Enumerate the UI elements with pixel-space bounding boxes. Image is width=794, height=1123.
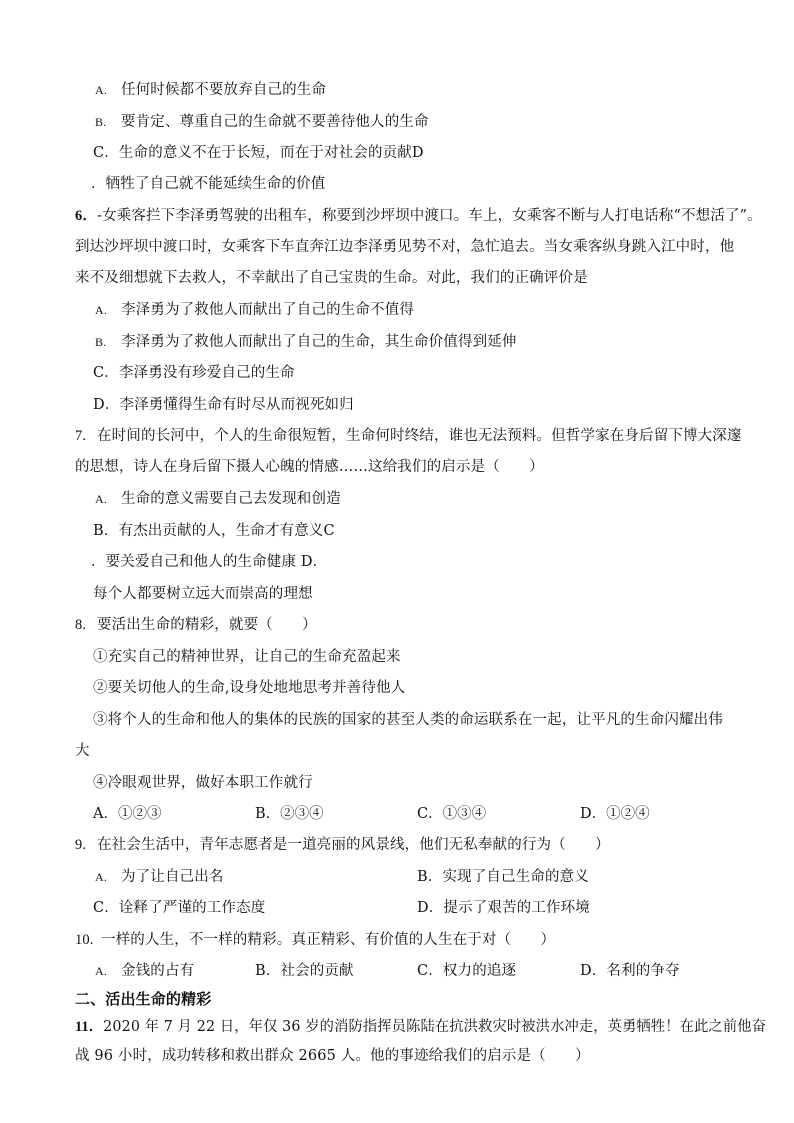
option-text: 生命的意义需要自己去发现和创造 <box>121 491 341 507</box>
q9-option-b: B．实现了自己生命的意义 <box>417 869 589 885</box>
q8-option-c: C．①③④ <box>417 806 487 822</box>
option-label: B. <box>95 335 107 349</box>
q6-option-a <box>95 300 414 320</box>
option-text: 金钱的占有 <box>121 963 195 979</box>
q5-option-c: C．生命的意义不在于长短，而在于对社会的贡献D <box>93 145 424 161</box>
option-label: A. <box>95 303 107 317</box>
q6-stem-line3: 来不及细想就下去救人，不幸献出了自己宝贵的生命。对此，我们的正确评价是 <box>75 270 588 286</box>
q8-statement-4: ④冷眼观世界，做好本职工作就行 <box>93 775 313 791</box>
q9-option-d: D．提示了艰苦的工作环境 <box>417 900 590 916</box>
q11-stem-line2: 战 96 小时，成功转移和救出群众 2665 人。他的事迹给我们的启示是（ ） <box>75 1048 590 1064</box>
q10-option-b: B．社会的贡献 <box>255 963 354 979</box>
q8-stem <box>75 615 317 635</box>
q7-stem-line2: 的思想，诗人在身后留下摄人心魄的情感……这给我们的启示是（ ） <box>75 459 544 475</box>
q7-option-d: 每个人都要树立远大而崇高的理想 <box>93 586 313 602</box>
q7-option-a <box>95 489 341 509</box>
q11-stem-line1 <box>75 1017 766 1037</box>
question-number: 8. <box>75 617 87 633</box>
question-number: 7. <box>75 428 87 444</box>
option-label: A. <box>95 870 107 884</box>
q5-option-a <box>95 80 326 100</box>
q6-option-c: C．李泽勇没有珍爱自己的生命 <box>93 365 295 381</box>
q5-option-b <box>95 112 429 132</box>
option-label: A. <box>95 492 107 506</box>
option-text: 任何时候都不要放弃自己的生命 <box>121 82 327 98</box>
q9-option-a <box>95 867 224 887</box>
option-label: B. <box>95 115 107 129</box>
option-label: A. <box>95 964 107 978</box>
q6-option-d: D．李泽勇懂得生命有时尽从而视死如归 <box>93 397 354 413</box>
question-text: 在时间的长河中，个人的生命很短暂，生命何时终结，谁也无法预料。但哲学家在身后留下博大深邃 <box>97 428 742 444</box>
q8-statement-2: ②要关切他人的生命,设身处地地思考并善待他人 <box>93 680 406 696</box>
q8-option-a: A．①②③ <box>93 806 162 822</box>
q8-option-b: B．②③④ <box>255 806 324 822</box>
question-text: 一样的人生，不一样的精彩。真正精彩、有价值的人生在于对（ ） <box>101 932 556 948</box>
question-number: 6． <box>75 208 98 224</box>
question-text: 2020 年 7 月 22 日，年仅 36 岁的消防指挥员陈陆在抗洪救灾时被洪水冲走，英勇牺牲！在此之前他奋 <box>103 1019 767 1035</box>
option-text: 李泽勇为了救他人而献出了自己的生命不值得 <box>121 302 414 318</box>
q9-option-c: C．诠释了严谨的工作态度 <box>93 900 266 916</box>
q9-stem <box>75 835 610 855</box>
option-label: A. <box>95 83 107 97</box>
q10-stem <box>75 930 555 950</box>
question-number: 11． <box>75 1019 104 1035</box>
q5-option-d: ．牺牲了自己就不能延续生命的价值 <box>91 176 326 192</box>
q7-option-c: ．要关爱自己和他人的生命健康 D． <box>91 554 328 570</box>
option-text: 为了让自己出名 <box>121 869 224 885</box>
option-text: 李泽勇为了救他人而献出了自己的生命，其生命价值得到延伸 <box>121 334 517 350</box>
q6-stem-line1 <box>75 206 762 226</box>
option-text: 要肯定、尊重自己的生命就不要善待他人的生命 <box>121 114 429 130</box>
q8-statement-1: ①充实自己的精神世界，让自己的生命充盈起来 <box>93 649 401 665</box>
q7-option-b: B．有杰出贡献的人，生命才有意义C <box>93 523 335 539</box>
section-heading: 二、活出生命的精彩 <box>75 990 212 1008</box>
question-text: 要活出生命的精彩，就要（ ） <box>97 617 317 633</box>
q10-option-a <box>95 961 194 981</box>
q8-option-d: D．①②④ <box>580 806 650 822</box>
q8-statement-3-line2: 大 <box>75 743 90 759</box>
question-text: -女乘客拦下李泽勇驾驶的出租车，称要到沙坪坝中渡口。车上，女乘客不断与人打电话称“不想活了”。 <box>97 208 762 224</box>
question-number: 9. <box>75 837 87 853</box>
q6-stem-line2: 到达沙坪坝中渡口时，女乘客下车直奔江边李泽勇见势不对，急忙追去。当女乘客纵身跳入江中时，他 <box>75 239 735 255</box>
q7-stem-line1 <box>75 426 742 446</box>
q10-option-d: D．名利的争夺 <box>580 963 680 979</box>
question-text: 在社会生活中，青年志愿者是一道亮丽的风景线，他们无私奉献的行为（ ） <box>97 837 610 853</box>
q8-statement-3-line1: ③将个人的生命和他人的集体的民族的国家的甚至人类的命运联系在一起，让平凡的生命闪耀出伟 <box>93 712 723 728</box>
q10-option-c: C．权力的追逐 <box>417 963 517 979</box>
question-number: 10. <box>75 932 94 948</box>
q6-option-b <box>95 332 517 352</box>
